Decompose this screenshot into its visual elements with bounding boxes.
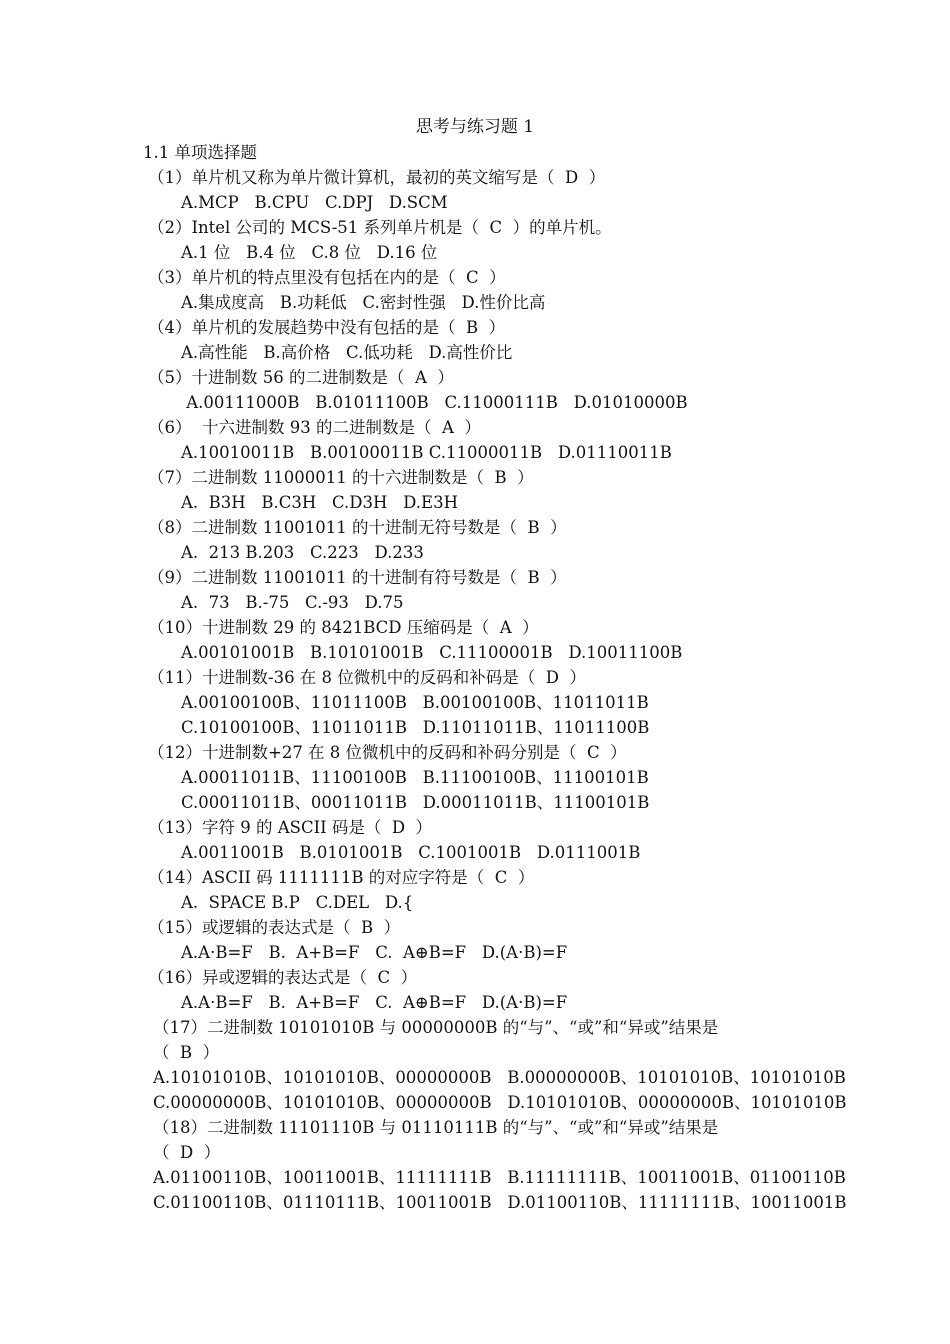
answer-options-line: A. 213 B.203 C.223 D.233	[181, 543, 424, 562]
question-line: （4）单片机的发展趋势中没有包括的是（ B ）	[148, 318, 506, 337]
answer-options-line: A. SPACE B.P C.DEL D.{	[181, 893, 414, 912]
answer-options-line: A.MCP B.CPU C.DPJ D.SCM	[181, 193, 448, 212]
answer-options-line: A.10010011B B.00100011B C.11000011B D.01110011B	[181, 443, 672, 462]
question-line: C.00000000B、10101010B、00000000B D.10101010B、00000000B、10101010B	[153, 1093, 847, 1112]
answer-options-line: A.集成度高 B.功耗低 C.密封性强 D.性价比高	[181, 293, 546, 312]
answer-options-line: A.00111000B B.01011100B C.11000111B D.01010000B	[181, 393, 688, 412]
question-line: （1）单片机又称为单片微计算机，最初的英文缩写是（ D ）	[148, 168, 606, 187]
answer-options-line: A.A·B=F B. A+B=F C. A⊕B=F D.(A·B)=F	[181, 993, 568, 1012]
question-list	[143, 140, 847, 1215]
answer-options-line: A. B3H B.C3H C.D3H D.E3H	[181, 493, 458, 512]
question-line: （ B ）	[153, 1043, 220, 1062]
document-title: 思考与练习题 1	[415, 117, 535, 137]
section-heading: 1.1 单项选择题	[143, 143, 257, 162]
question-line: C.01100110B、01110111B、10011001B D.01100110B、11111111B、10011001B	[153, 1193, 847, 1212]
question-line: A.10101010B、10101010B、00000000B B.00000000B、10101010B、10101010B	[153, 1068, 846, 1087]
question-line: （11）十进制数-36 在 8 位微机中的反码和补码是（ D ）	[148, 668, 587, 687]
answer-options-line: A.00011011B、11100100B B.11100100B、11100101B	[181, 768, 649, 787]
question-line: （10）十进制数 29 的 8421BCD 压缩码是（ A ）	[148, 618, 539, 637]
question-line: （7）二进制数 11000011 的十六进制数是（ B ）	[148, 468, 534, 487]
answer-options-line: A.1 位 B.4 位 C.8 位 D.16 位	[181, 243, 438, 262]
question-line: （8）二进制数 11001011 的十进制无符号数是（ B ）	[148, 518, 567, 537]
answer-options-line: A.00100100B、11011100B B.00100100B、11011011B	[181, 693, 649, 712]
question-line: （6） 十六进制数 93 的二进制数是（ A ）	[148, 418, 481, 437]
question-line: （16）异或逻辑的表达式是（ C ）	[148, 968, 418, 987]
question-line: （15）或逻辑的表达式是（ B ）	[148, 918, 401, 937]
question-line: （13）字符 9 的 ASCII 码是（ D ）	[148, 818, 433, 837]
question-line: （12）十进制数+27 在 8 位微机中的反码和补码分别是（ C ）	[148, 743, 627, 762]
answer-options-line: A.高性能 B.高价格 C.低功耗 D.高性价比	[181, 343, 513, 362]
question-line: （ D ）	[153, 1143, 221, 1162]
answer-options-line: C.10100100B、11011011B D.11011011B、11011100B	[181, 718, 650, 737]
answer-options-line: A. 73 B.-75 C.-93 D.75	[181, 593, 404, 612]
question-line: （3）单片机的特点里没有包括在内的是（ C ）	[148, 268, 506, 287]
question-line: （17）二进制数 10101010B 与 00000000B 的“与”、“或”和“异或”结果是	[153, 1018, 719, 1037]
question-line: （5）十进制数 56 的二进制数是（ A ）	[148, 368, 454, 387]
answer-options-line: A.00101001B B.10101001B C.11100001B D.10011100B	[181, 643, 683, 662]
question-line: （18）二进制数 11101110B 与 01110111B 的“与”、“或”和“异或”结果是	[153, 1118, 719, 1137]
answer-options-line: A.A·B=F B. A+B=F C. A⊕B=F D.(A·B)=F	[181, 943, 568, 962]
answer-options-line: A.0011001B B.0101001B C.1001001B D.0111001B	[181, 843, 641, 862]
question-line: A.01100110B、10011001B、11111111B B.11111111B、10011001B、01100110B	[153, 1168, 846, 1187]
question-line: （9）二进制数 11001011 的十进制有符号数是（ B ）	[148, 568, 567, 587]
answer-options-line: C.00011011B、00011011B D.00011011B、11100101B	[181, 793, 650, 812]
question-line: （14）ASCII 码 1111111B 的对应字符是（ C ）	[148, 868, 535, 887]
question-line: （2）Intel 公司的 MCS-51 系列单片机是（ C ）的单片机。	[148, 218, 612, 237]
